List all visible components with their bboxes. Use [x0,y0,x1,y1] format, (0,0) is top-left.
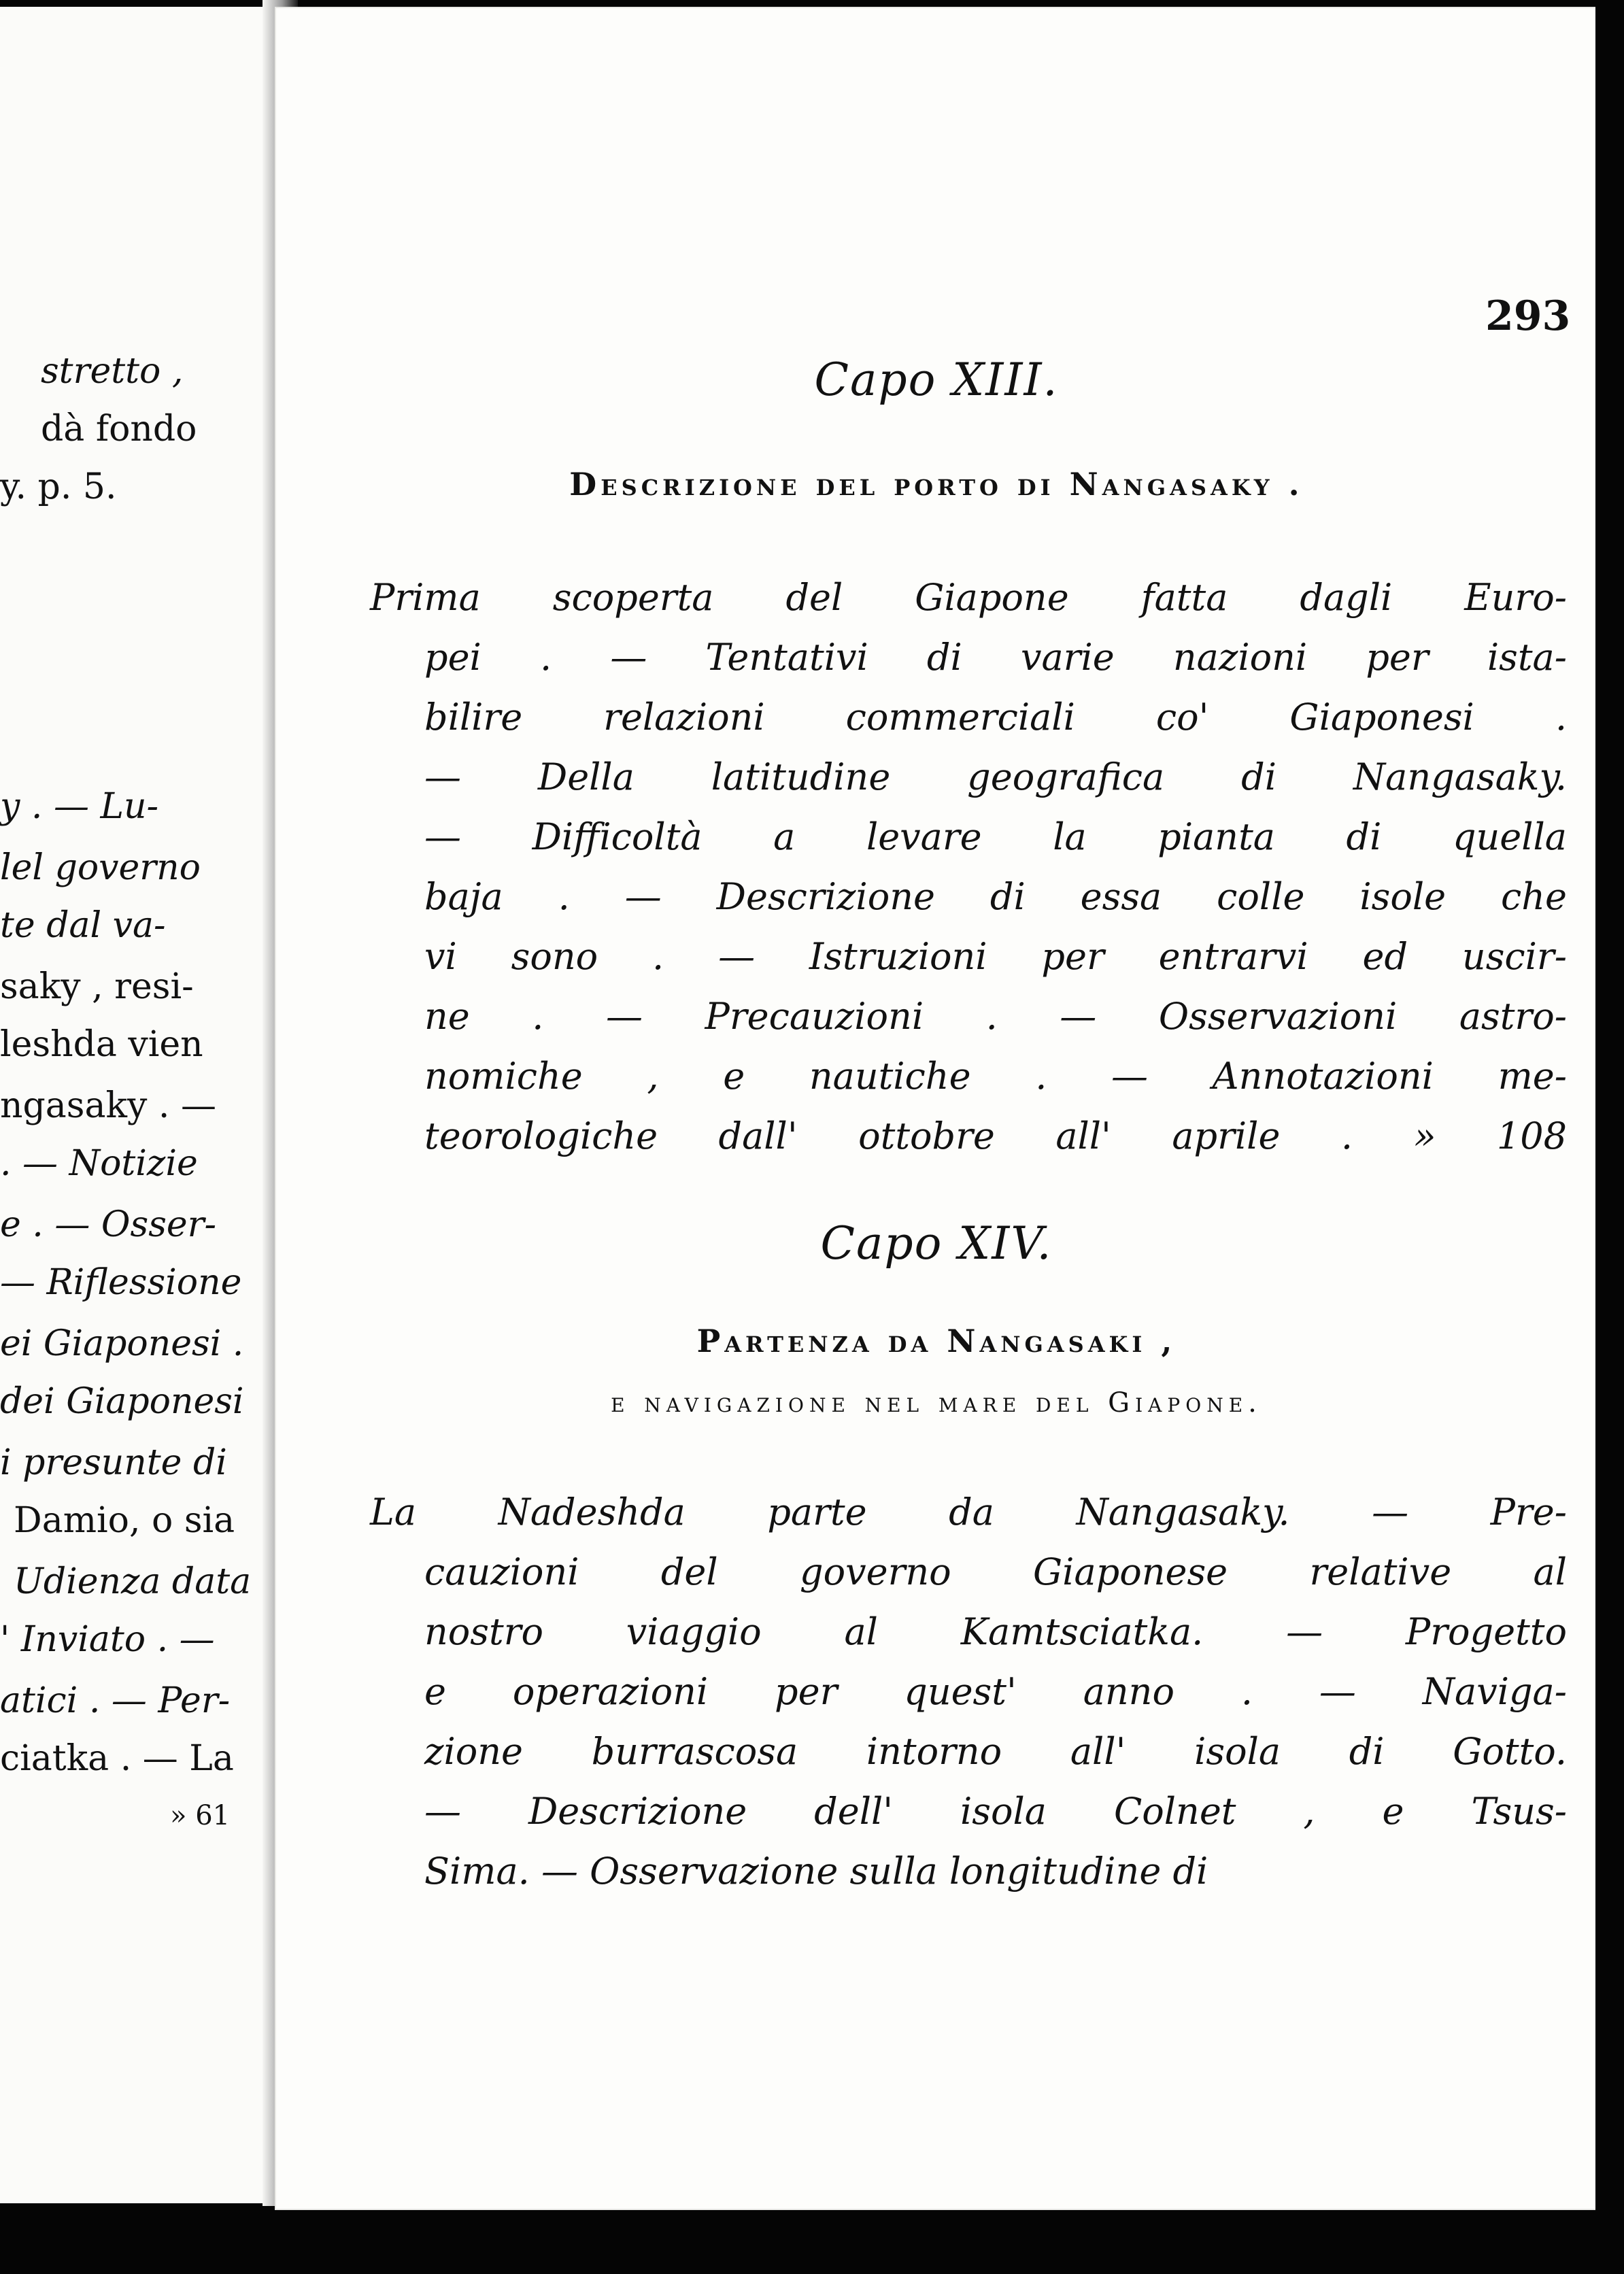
right-page [275,7,1598,2210]
left-fragment: ' Inviato . — [0,1619,215,1660]
left-fragment: dà fondo [41,409,197,449]
summary-line: Sima. — Osservazione sulla longitudine di [424,1850,1208,1893]
left-fragment: te dal va- [0,905,166,946]
left-fragment: y . — Lu- [0,786,159,827]
left-fragment: ngasaky . — [0,1085,216,1126]
summary-line: baja . — Descrizione di essa colle isole che [424,875,1567,918]
summary-line: vi sono . — Istruzioni per entrarvi ed uscir- [424,935,1567,978]
chapter-title: Capo XIV. [820,1217,1053,1270]
left-fragment: dei Giaponesi [0,1381,244,1422]
left-fragment: stretto , [41,351,184,392]
summary-line: — Della latitudine geografica di Nangasaky. [424,756,1567,798]
summary-line: — Descrizione dell' isola Colnet , e Tsus- [424,1790,1567,1833]
scan-border [1595,0,1624,2274]
summary-line: e operazioni per quest' anno . — Naviga- [424,1670,1567,1713]
summary-line: nostro viaggio al Kamtsciatka. — Progetto [424,1610,1567,1653]
chapter-summary [370,1482,1567,1901]
left-fragment: Udienza data [14,1561,252,1602]
left-page [0,7,298,2203]
summary-line: zione burrascosa intorno all' isola di Gotto. [424,1730,1567,1773]
summary-line: La Nadeshda parte da Nangasaky. — Pre- [370,1491,1567,1533]
left-fragment: Damio, o sia [14,1500,235,1541]
chapter-heading: e navigazione nel mare del Giapone. [611,1387,1262,1419]
summary-line: cauzioni del governo Giaponese relative al [424,1550,1567,1593]
page-number: 293 [1485,292,1571,340]
left-fragment: . — Notizie [0,1143,198,1184]
left-fragment: ei Giaponesi . [0,1323,244,1364]
left-fragment: ciatka . — La [0,1738,234,1779]
summary-line: bilire relazioni commerciali co' Giaponesi . [424,696,1567,739]
left-fragment: atici . — Per- [0,1680,231,1721]
left-fragment: » 61 [170,1800,231,1831]
chapter-summary [370,568,1567,1166]
chapter-heading: Partenza da Nangasaki , [696,1323,1177,1359]
left-fragment: leshda vien [0,1024,203,1065]
summary-line: Prima scoperta del Giapone fatta dagli Euro- [370,576,1567,619]
summary-line: ne . — Precauzioni . — Osservazioni astro- [424,995,1567,1038]
left-fragment: i presunte di [0,1442,227,1483]
summary-line: pei . — Tentativi di varie nazioni per ista- [424,636,1567,679]
left-fragment: y. p. 5. [0,466,117,507]
summary-line: nomiche , e nautiche . — Annotazioni me- [424,1055,1567,1098]
chapter-title: Capo XIII. [814,354,1059,406]
summary-line: teorologiche dall' ottobre all' aprile . » 108 [424,1115,1567,1157]
left-fragment: lel governo [0,847,201,888]
left-fragment: e . — Osser- [0,1204,217,1245]
left-fragment: — Riflessione [0,1262,242,1303]
left-fragment: saky , resi- [0,966,194,1007]
summary-line: — Difficoltà a levare la pianta di quella [424,815,1567,858]
chapter-heading: Descrizione del porto di Nangasaky . [569,466,1304,503]
